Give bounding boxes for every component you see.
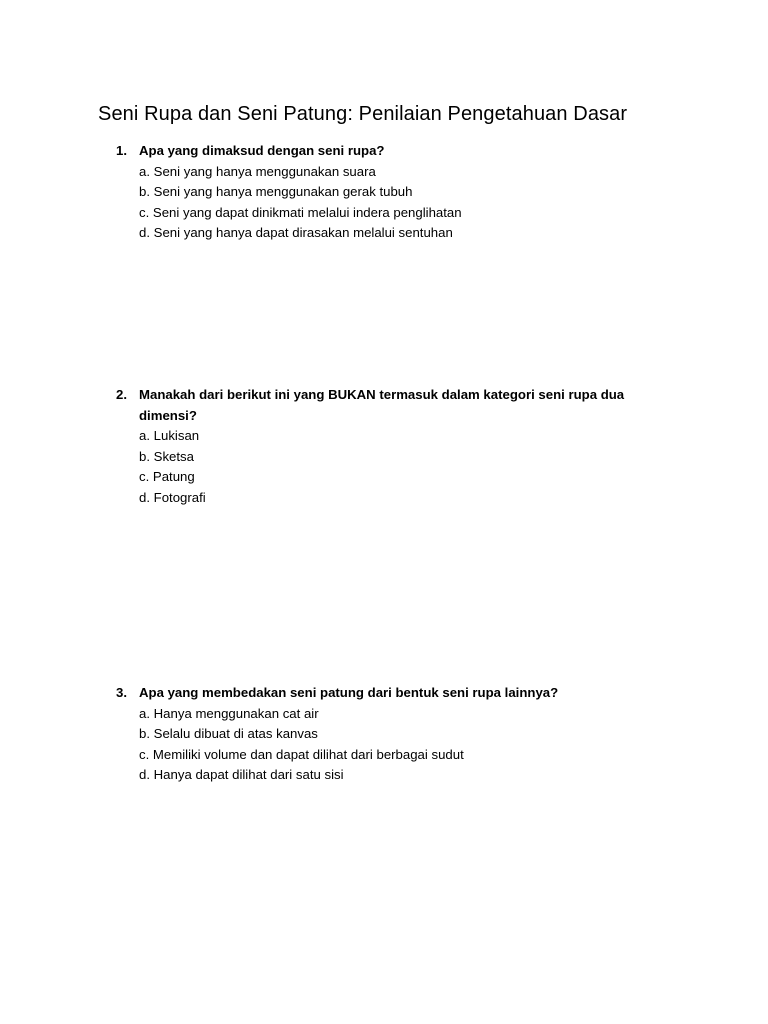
question-text: Manakah dari berikut ini yang BUKAN termasuk dalam kategori seni rupa dua dimensi? — [139, 387, 625, 423]
document-title: Seni Rupa dan Seni Patung: Penilaian Pengetahuan Dasar — [98, 103, 628, 125]
answer-option-d: d. Seni yang hanya dapat dirasakan melalui sentuhan — [139, 225, 453, 241]
answer-option-b: b. Sketsa — [139, 448, 194, 464]
question-1 — [116, 141, 656, 244]
answer-option-a: a. Hanya menggunakan cat air — [139, 705, 319, 721]
question-text: Apa yang dimaksud dengan seni rupa? — [139, 143, 385, 158]
answer-option-c: c. Memiliki volume dan dapat dilihat dari berbagai sudut — [139, 746, 464, 762]
answer-option-d: d. Fotografi — [139, 489, 206, 505]
question-heading — [116, 385, 656, 426]
question-2 — [116, 385, 656, 509]
answer-option-a: a. Lukisan — [139, 428, 200, 444]
answer-option-c: c. Patung — [139, 469, 195, 485]
question-number: 3. — [116, 685, 127, 700]
answer-option-a: a. Seni yang hanya menggunakan suara — [139, 163, 376, 179]
question-3 — [116, 683, 656, 786]
question-number: 2. — [116, 387, 127, 402]
question-number: 1. — [116, 143, 127, 158]
answer-option-b: b. Selalu dibuat di atas kanvas — [139, 726, 318, 742]
question-text: Apa yang membedakan seni patung dari bentuk seni rupa lainnya? — [139, 685, 559, 700]
question-heading — [116, 141, 656, 162]
answer-options — [116, 162, 656, 244]
answer-option-b: b. Seni yang hanya menggunakan gerak tubuh — [139, 184, 413, 200]
answer-option-c: c. Seni yang dapat dinikmati melalui indera penglihatan — [139, 204, 462, 220]
answer-option-d: d. Hanya dapat dilihat dari satu sisi — [139, 767, 344, 783]
answer-options — [116, 426, 656, 508]
question-heading — [116, 683, 656, 704]
answer-options — [116, 704, 656, 786]
